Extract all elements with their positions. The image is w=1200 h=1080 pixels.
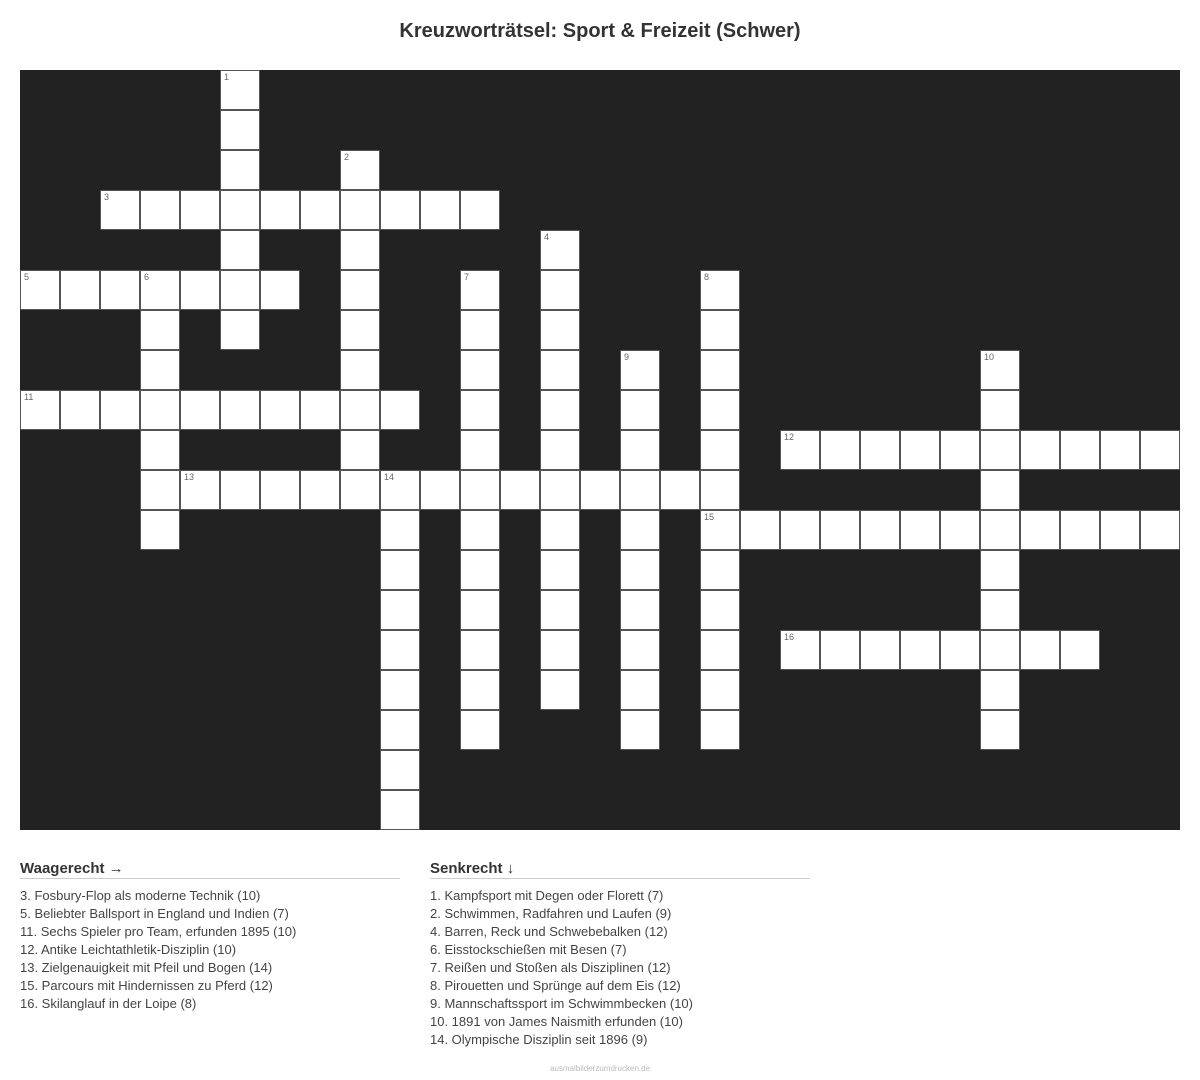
crossword-cell[interactable] [740, 510, 780, 550]
crossword-cell[interactable] [380, 190, 420, 230]
crossword-cell[interactable] [20, 270, 60, 310]
crossword-cell[interactable] [1060, 430, 1100, 470]
down-clues-panel [430, 860, 810, 1049]
down-heading: Senkrecht ↓ [430, 860, 810, 879]
crossword-cell[interactable] [260, 190, 300, 230]
crossword-cell[interactable] [540, 350, 580, 390]
crossword-cell[interactable] [820, 630, 860, 670]
across-clues-panel [20, 860, 400, 1013]
crossword-cell[interactable] [460, 550, 500, 590]
crossword-cell[interactable] [980, 390, 1020, 430]
crossword-cell[interactable] [980, 670, 1020, 710]
clue-number: 15 [704, 512, 715, 522]
crossword-cell[interactable] [860, 430, 900, 470]
crossword-cell[interactable] [780, 510, 820, 550]
clue-number: 9 [624, 352, 630, 362]
crossword-cell[interactable] [420, 190, 460, 230]
crossword-cell[interactable] [780, 630, 820, 670]
crossword-cell[interactable] [380, 510, 420, 550]
crossword-cell[interactable] [380, 590, 420, 630]
crossword-cell[interactable] [260, 390, 300, 430]
clue-item: 12. Antike Leichtathletik-Disziplin (10) [20, 942, 237, 957]
crossword-cell[interactable] [1140, 430, 1180, 470]
crossword-cell[interactable] [300, 390, 340, 430]
crossword-cell[interactable] [460, 630, 500, 670]
clue-item: 11. Sechs Spieler pro Team, erfunden 1895 (10) [20, 924, 297, 939]
crossword-cell[interactable] [780, 430, 820, 470]
clue-item: 1. Kampfsport mit Degen oder Florett (7) [430, 888, 664, 903]
crossword-cell[interactable] [220, 230, 260, 270]
crossword-cell[interactable] [460, 190, 500, 230]
crossword-cell[interactable] [340, 350, 380, 390]
crossword-cell[interactable] [340, 270, 380, 310]
crossword-cell[interactable] [460, 710, 500, 750]
crossword-cell[interactable] [140, 350, 180, 390]
clue-number: 12 [784, 432, 795, 442]
crossword-cell[interactable] [220, 70, 260, 110]
crossword-cell[interactable] [100, 190, 140, 230]
clue-number: 16 [784, 632, 795, 642]
crossword-cell[interactable] [540, 510, 580, 550]
crossword-cell[interactable] [140, 310, 180, 350]
crossword-cell[interactable] [540, 270, 580, 310]
crossword-cell[interactable] [460, 270, 500, 310]
crossword-cell[interactable] [980, 710, 1020, 750]
crossword-cell[interactable] [620, 550, 660, 590]
clue-number: 1 [224, 72, 230, 82]
crossword-cell[interactable] [980, 590, 1020, 630]
clue-item: 10. 1891 von James Naismith erfunden (10) [430, 1014, 683, 1029]
crossword-cell[interactable] [460, 430, 500, 470]
crossword-cell[interactable] [980, 430, 1020, 470]
crossword-cell[interactable] [460, 390, 500, 430]
crossword-cell[interactable] [460, 470, 500, 510]
across-heading: Waagerecht → [20, 860, 400, 879]
crossword-cell[interactable] [540, 470, 580, 510]
clue-number: 13 [184, 472, 195, 482]
crossword-cell[interactable] [60, 270, 100, 310]
crossword-cell[interactable] [180, 390, 220, 430]
clue-item: 6. Eisstockschießen mit Besen (7) [430, 942, 627, 957]
crossword-cell[interactable] [60, 390, 100, 430]
crossword-cell[interactable] [380, 790, 420, 830]
crossword-cell[interactable] [940, 430, 980, 470]
crossword-cell[interactable] [140, 430, 180, 470]
clue-item: 14. Olympische Disziplin seit 1896 (9) [430, 1032, 648, 1047]
crossword-cell[interactable] [380, 750, 420, 790]
crossword-cell[interactable] [620, 510, 660, 550]
crossword-cell[interactable] [540, 670, 580, 710]
crossword-cell[interactable] [580, 470, 620, 510]
crossword-cell[interactable] [220, 470, 260, 510]
crossword-cell[interactable] [300, 190, 340, 230]
crossword-cell[interactable] [700, 510, 740, 550]
crossword-cell[interactable] [900, 430, 940, 470]
crossword-cell[interactable] [700, 430, 740, 470]
across-clue-list [20, 887, 400, 1013]
crossword-cell[interactable] [700, 390, 740, 430]
clue-number: 4 [544, 232, 550, 242]
crossword-cell[interactable] [980, 550, 1020, 590]
crossword-cell[interactable] [1140, 510, 1180, 550]
crossword-cell[interactable] [540, 230, 580, 270]
crossword-cell[interactable] [140, 390, 180, 430]
footer-credit: ausmalbilderzumdrucken.de [549, 1064, 651, 1073]
crossword-cell[interactable] [500, 470, 540, 510]
crossword-cell[interactable] [220, 150, 260, 190]
crossword-cell[interactable] [460, 310, 500, 350]
crossword-cell[interactable] [660, 470, 700, 510]
clue-number: 3 [104, 192, 110, 202]
crossword-cell[interactable] [100, 390, 140, 430]
crossword-cell[interactable] [980, 470, 1020, 510]
clue-item: 15. Parcours mit Hindernissen zu Pferd (12) [20, 978, 273, 993]
crossword-cell[interactable] [620, 350, 660, 390]
crossword-cell[interactable] [1060, 630, 1100, 670]
crossword-cell[interactable] [700, 590, 740, 630]
crossword-cell[interactable] [460, 350, 500, 390]
crossword-cell[interactable] [340, 470, 380, 510]
clue-number: 5 [24, 272, 30, 282]
crossword-cell[interactable] [620, 630, 660, 670]
crossword-cell[interactable] [540, 590, 580, 630]
crossword-cell[interactable] [620, 470, 660, 510]
crossword-cell[interactable] [180, 270, 220, 310]
crossword-cell[interactable] [140, 470, 180, 510]
clue-item: 13. Zielgenauigkeit mit Pfeil und Bogen (14) [20, 960, 273, 975]
clue-item: 16. Skilanglauf in der Loipe (8) [20, 996, 197, 1011]
crossword-cell[interactable] [460, 670, 500, 710]
crossword-grid [20, 70, 1180, 830]
crossword-cell[interactable] [700, 270, 740, 310]
crossword-cell[interactable] [620, 430, 660, 470]
crossword-cell[interactable] [300, 470, 340, 510]
clue-item: 4. Barren, Reck und Schwebebalken (12) [430, 924, 668, 939]
crossword-cell[interactable] [260, 470, 300, 510]
crossword-cell[interactable] [220, 310, 260, 350]
crossword-cell[interactable] [460, 590, 500, 630]
crossword-cell[interactable] [380, 630, 420, 670]
crossword-cell[interactable] [380, 470, 420, 510]
clue-item: 9. Mannschaftssport im Schwimmbecken (10) [430, 996, 693, 1011]
crossword-cell[interactable] [180, 470, 220, 510]
crossword-cell[interactable] [340, 230, 380, 270]
crossword-cell[interactable] [220, 190, 260, 230]
crossword-cell[interactable] [140, 270, 180, 310]
clue-number: 7 [464, 272, 470, 282]
crossword-cell[interactable] [220, 390, 260, 430]
crossword-cell[interactable] [380, 710, 420, 750]
crossword-cell[interactable] [1020, 430, 1060, 470]
crossword-cell[interactable] [900, 630, 940, 670]
crossword-cell[interactable] [820, 510, 860, 550]
crossword-cell[interactable] [340, 150, 380, 190]
crossword-cell[interactable] [140, 510, 180, 550]
crossword-cell[interactable] [1060, 510, 1100, 550]
crossword-cell[interactable] [700, 550, 740, 590]
crossword-cell[interactable] [940, 510, 980, 550]
clue-number: 6 [144, 272, 150, 282]
crossword-cell[interactable] [820, 430, 860, 470]
clue-number: 8 [704, 272, 710, 282]
clue-number: 10 [984, 352, 995, 362]
crossword-cell[interactable] [900, 510, 940, 550]
clue-number: 2 [344, 152, 350, 162]
page-title: Kreuzworträtsel: Sport & Freizeit (Schwer) [399, 20, 801, 42]
crossword-cell[interactable] [700, 710, 740, 750]
crossword-cell[interactable] [340, 190, 380, 230]
crossword-cell[interactable] [540, 310, 580, 350]
crossword-cell[interactable] [700, 470, 740, 510]
crossword-cell[interactable] [340, 430, 380, 470]
clue-number: 11 [24, 392, 34, 402]
clue-item: 8. Pirouetten und Sprünge auf dem Eis (12) [430, 978, 681, 993]
crossword-cell[interactable] [980, 510, 1020, 550]
crossword-cell[interactable] [540, 630, 580, 670]
crossword-cell[interactable] [620, 390, 660, 430]
crossword-cell[interactable] [1100, 430, 1140, 470]
crossword-cell[interactable] [700, 310, 740, 350]
crossword-cell[interactable] [380, 670, 420, 710]
crossword-cell[interactable] [860, 510, 900, 550]
crossword-cell[interactable] [700, 350, 740, 390]
crossword-cell[interactable] [380, 550, 420, 590]
crossword-cell[interactable] [260, 270, 300, 310]
crossword-cell[interactable] [540, 390, 580, 430]
crossword-cell[interactable] [980, 350, 1020, 390]
clue-item: 5. Beliebter Ballsport in England und Indien (7) [20, 906, 289, 921]
crossword-cell[interactable] [940, 630, 980, 670]
crossword-cell[interactable] [340, 310, 380, 350]
crossword-cell[interactable] [980, 630, 1020, 670]
crossword-cell[interactable] [860, 630, 900, 670]
crossword-cell[interactable] [700, 630, 740, 670]
crossword-cell[interactable] [700, 670, 740, 710]
crossword-cell[interactable] [1020, 510, 1060, 550]
clue-item: 3. Fosbury-Flop als moderne Technik (10) [20, 888, 261, 903]
crossword-cell[interactable] [220, 270, 260, 310]
crossword-cell[interactable] [420, 470, 460, 510]
crossword-cell[interactable] [540, 550, 580, 590]
clue-number: 14 [384, 472, 395, 482]
clue-item: 2. Schwimmen, Radfahren und Laufen (9) [430, 906, 672, 921]
crossword-cell[interactable] [220, 110, 260, 150]
crossword-cell[interactable] [180, 190, 220, 230]
crossword-cell[interactable] [620, 710, 660, 750]
crossword-cell[interactable] [140, 190, 180, 230]
crossword-cell[interactable] [1100, 510, 1140, 550]
crossword-cell[interactable] [100, 270, 140, 310]
clue-item: 7. Reißen und Stoßen als Disziplinen (12) [430, 960, 671, 975]
crossword-cell[interactable] [620, 670, 660, 710]
crossword-cell[interactable] [1020, 630, 1060, 670]
crossword-cell[interactable] [20, 390, 60, 430]
crossword-cell[interactable] [540, 430, 580, 470]
crossword-cell[interactable] [620, 590, 660, 630]
crossword-cell[interactable] [340, 390, 380, 430]
down-clue-list [430, 887, 810, 1049]
crossword-cell[interactable] [380, 390, 420, 430]
crossword-cell[interactable] [460, 510, 500, 550]
